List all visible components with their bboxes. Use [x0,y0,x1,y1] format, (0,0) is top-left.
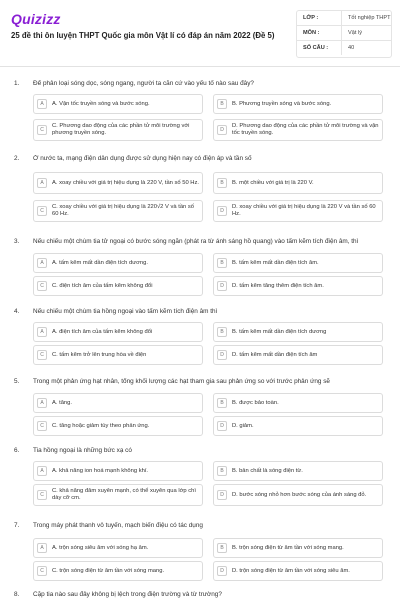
option-a[interactable] [33,538,203,558]
option-d[interactable] [213,416,383,436]
option-text: B. Phương truyền sóng và bước sóng. [232,100,332,107]
option-c[interactable] [33,200,203,222]
option-d[interactable] [213,345,383,365]
option-c[interactable] [33,561,203,581]
info-value: 40 [341,41,354,55]
option-a[interactable] [33,393,203,413]
info-label: MÔN : [303,30,320,36]
option-text: D. giảm. [232,422,254,429]
question-number: 2. [14,155,20,162]
option-b[interactable] [213,461,383,481]
info-label: LỚP : [303,15,319,21]
option-letter: D [217,125,227,135]
option-a[interactable] [33,253,203,273]
option-c[interactable] [33,345,203,365]
option-letter: B [217,466,227,476]
option-text: A. trộn sóng siêu âm với sóng hạ âm. [52,544,149,551]
question-number: 5. [14,378,20,385]
option-letter: D [217,490,227,500]
question-text: Trong máy phát thanh vô tuyến, mạch biến điệu có tác dụng [33,522,203,529]
option-letter: D [217,281,227,291]
option-letter: B [217,543,227,553]
question-number: 8. [14,591,20,598]
option-text: D. tấm kẽm mất dần điện tích âm [232,351,318,358]
question-number: 3. [14,238,20,245]
option-text: C. tăng hoặc giảm tùy theo phản ứng. [52,422,150,429]
option-letter: A [37,178,47,188]
option-text: B. tấm kẽm mất dần điện tích âm. [232,259,319,266]
option-letter: D [217,566,227,576]
option-d[interactable] [213,276,383,296]
option-text: C. Phương dao động của các phần tử môi trường với phương truyền sóng. [52,123,190,136]
option-b[interactable] [213,538,383,558]
option-text: D. trộn sóng điện từ âm tần với sóng siêu âm. [232,567,350,574]
option-letter: C [37,125,47,135]
option-text: B. được bảo toàn. [232,399,279,406]
option-text: A. tấm kẽm mất dần điện tích dương. [52,259,148,266]
option-b[interactable] [213,253,383,273]
info-row-subject [297,26,391,41]
option-letter: C [37,350,47,360]
option-text: B. tấm kẽm mất dần điện tích dương [232,328,327,335]
option-letter: D [217,350,227,360]
question-text: Trong một phản ứng hạt nhân, tổng khối lượng các hạt tham gia sau phản ứng so với trước phản ứng sẽ [33,378,330,385]
document-title: 25 đề thi ôn luyện THPT Quốc gia môn Vật lí có đáp án năm 2022 (Đề 5) [11,31,275,40]
info-row-count [297,41,391,55]
question-text: Nếu chiếu một chùm tia tử ngoại có bước sóng ngắn (phát ra từ ánh sáng hồ quang) vào tấm kẽm tích điện âm, thì [33,238,359,245]
option-text: B. trộn sóng điện từ âm tần với sóng mang. [232,544,344,551]
option-text: D. xoay chiều với giá trị hiệu dụng là 220 V và tần số 60 Hz. [232,204,376,217]
option-text: C. xoay chiều với giá trị hiệu dụng là 220√2 V và tần số 60 Hz. [52,204,195,217]
question-text: Nếu chiếu một chùm tia hồng ngoại vào tấm kẽm tích điện âm thì [33,308,218,315]
option-a[interactable] [33,172,203,194]
option-b[interactable] [213,393,383,413]
question-text: Cặp tia nào sau đây không bị lệch trong điện trường và từ trường? [33,591,222,598]
option-letter: C [37,490,47,500]
info-value: Tốt nghiệp THPT [341,11,391,25]
option-letter: A [37,466,47,476]
option-text: A. điện tích âm của tấm kẽm không đổi [52,328,153,335]
option-letter: A [37,258,47,268]
option-letter: B [217,258,227,268]
info-row-class [297,11,391,26]
question-number: 4. [14,308,20,315]
option-text: A. khả năng ion hoá mạnh không khí. [52,467,149,474]
question-number: 7. [14,522,20,529]
option-a[interactable] [33,322,203,342]
info-box [296,10,392,58]
option-letter: D [217,421,227,431]
option-c[interactable] [33,416,203,436]
option-c[interactable] [33,484,203,506]
question-text: Tia hồng ngoại là những bức xạ có [33,447,132,454]
option-a[interactable] [33,461,203,481]
option-text: A. Vận tốc truyền sóng và bước sóng. [52,100,150,107]
header-divider [0,66,400,67]
option-letter: B [217,327,227,337]
option-text: C. trộn sóng điện từ âm tần với sóng mang. [52,567,165,574]
question-number: 1. [14,80,20,87]
option-text: A. xoay chiều với giá trị hiệu dụng là 220 V, tần số 50 Hz. [52,179,199,186]
info-label: SỐ CÂU : [303,45,329,51]
quizizz-logo: Quizizz [11,11,61,27]
option-letter: A [37,543,47,553]
info-value: Vật lý [341,26,362,40]
option-letter: A [37,398,47,408]
question-number: 6. [14,447,20,454]
option-text: C. khả năng đâm xuyên mạnh, có thể xuyên qua lớp chì dày cỡ cm. [52,488,196,501]
question-text: Ở nước ta, mạng điện dân dụng được sử dụng hiện nay có điện áp và tần số [33,155,252,162]
option-b[interactable] [213,322,383,342]
option-c[interactable] [33,276,203,296]
option-letter: B [217,178,227,188]
option-letter: B [217,99,227,109]
option-d[interactable] [213,484,383,506]
option-letter: C [37,206,47,216]
option-text: C. tấm kẽm trở lên trung hòa về điện [52,351,147,358]
option-text: C. điện tích âm của tấm kẽm không đổi [52,282,153,289]
option-text: A. tăng. [52,399,72,406]
option-letter: A [37,99,47,109]
question-text: Để phân loại sóng dọc, sóng ngang, người ta căn cứ vào yếu tố nào sau đây? [33,80,254,87]
option-letter: C [37,281,47,291]
option-text: B. một chiều với giá trị là 220 V. [232,179,314,186]
option-letter: C [37,566,47,576]
option-letter: B [217,398,227,408]
option-b[interactable] [213,172,383,194]
option-letter: A [37,327,47,337]
option-text: D. bước sóng nhỏ hơn bước sóng của ánh sáng đỏ. [232,491,367,498]
option-c[interactable] [33,119,203,141]
option-letter: C [37,421,47,431]
option-d[interactable] [213,200,383,222]
option-text: B. bản chất là sóng điện từ. [232,467,303,474]
option-letter: D [217,206,227,216]
option-d[interactable] [213,119,383,141]
option-b[interactable] [213,94,383,114]
option-d[interactable] [213,561,383,581]
option-text: D. tấm kẽm tăng thêm điện tích âm. [232,282,324,289]
option-a[interactable] [33,94,203,114]
option-text: D. Phương dao động của các phần tử môi trường và vận tốc truyền sóng. [232,123,379,136]
